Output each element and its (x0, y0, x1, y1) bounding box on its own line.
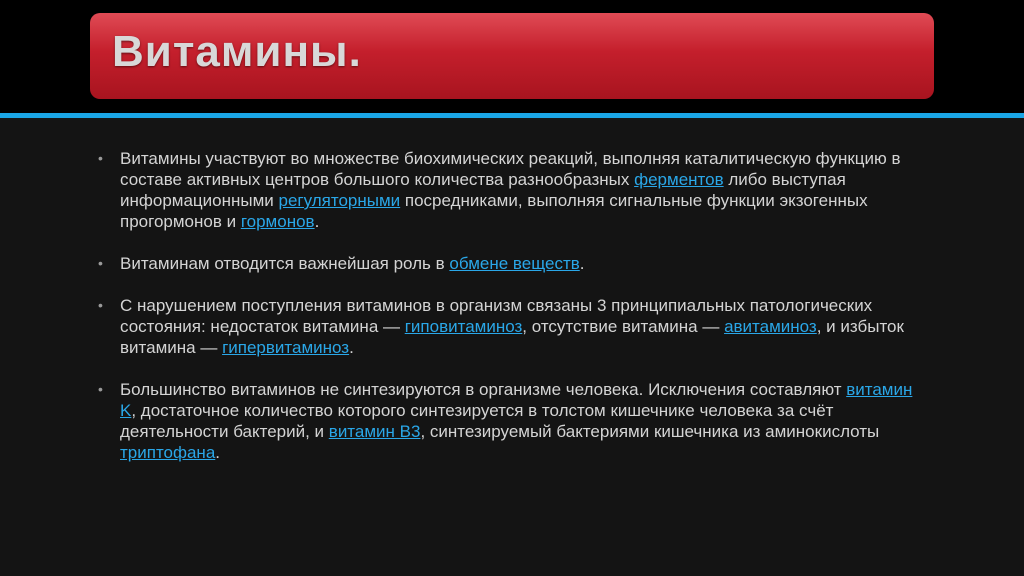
bullet-list (96, 148, 916, 484)
bullet-item (96, 253, 916, 274)
bullet-text: . (215, 443, 221, 462)
wiki-link[interactable]: витамин K (120, 380, 913, 420)
bullet-item (96, 148, 916, 232)
bullet-item (96, 295, 916, 358)
wiki-link[interactable]: гормонов (240, 212, 315, 231)
bullet-text: , синтезируемый бактериями кишечника из аминокислоты (420, 422, 880, 441)
wiki-link[interactable]: витамин B3 (328, 422, 421, 441)
bullet-dot-icon: • (98, 255, 103, 271)
bullet-dot-icon: • (98, 381, 103, 397)
bullet-text: С нарушением поступления витаминов в организм связаны 3 принципиальных патологических состояния: недостаток витамина — (120, 296, 873, 336)
accent-divider (0, 113, 1024, 118)
wiki-link[interactable]: регуляторными (278, 191, 401, 210)
wiki-link[interactable]: триптофана (120, 443, 216, 462)
bullet-text: , отсутствие витамина — (522, 317, 725, 336)
bullet-text: , и избыток витамина — (120, 317, 904, 357)
bullet-text: . (314, 212, 320, 231)
bullet-item (96, 379, 916, 463)
bullet-dot-icon: • (98, 150, 103, 166)
bullet-text: Витамины участвуют во множестве биохимических реакций, выполняя каталитическую функцию в составе активных центров большого количества разнообразных (120, 149, 901, 189)
bullet-text: . (349, 338, 354, 357)
wiki-link[interactable]: ферментов (634, 170, 724, 189)
bullet-text: . (579, 254, 585, 273)
wiki-link[interactable]: гипервитаминоз (222, 338, 350, 357)
wiki-link[interactable]: авитаминоз (724, 317, 817, 336)
bullet-text: Витаминам отводится важнейшая роль в (120, 254, 450, 273)
bullet-text: , достаточное количество которого синтезируется в толстом кишечнике человека за счёт деятельности бактерий, и (120, 401, 834, 441)
bullet-text: посредниками, выполняя сигнальные функции экзогенных прогормонов и (120, 191, 868, 231)
slide-title: Витамины. (112, 27, 362, 76)
bullet-text: либо выступая информационными (120, 170, 846, 210)
title-banner (90, 13, 934, 99)
wiki-link[interactable]: гиповитаминоз (404, 317, 523, 336)
wiki-link[interactable]: обмене веществ (449, 254, 580, 273)
bullet-dot-icon: • (98, 297, 103, 313)
bullet-text: Большинство витаминов не синтезируются в организме человека. Исключения составляют (120, 380, 847, 399)
